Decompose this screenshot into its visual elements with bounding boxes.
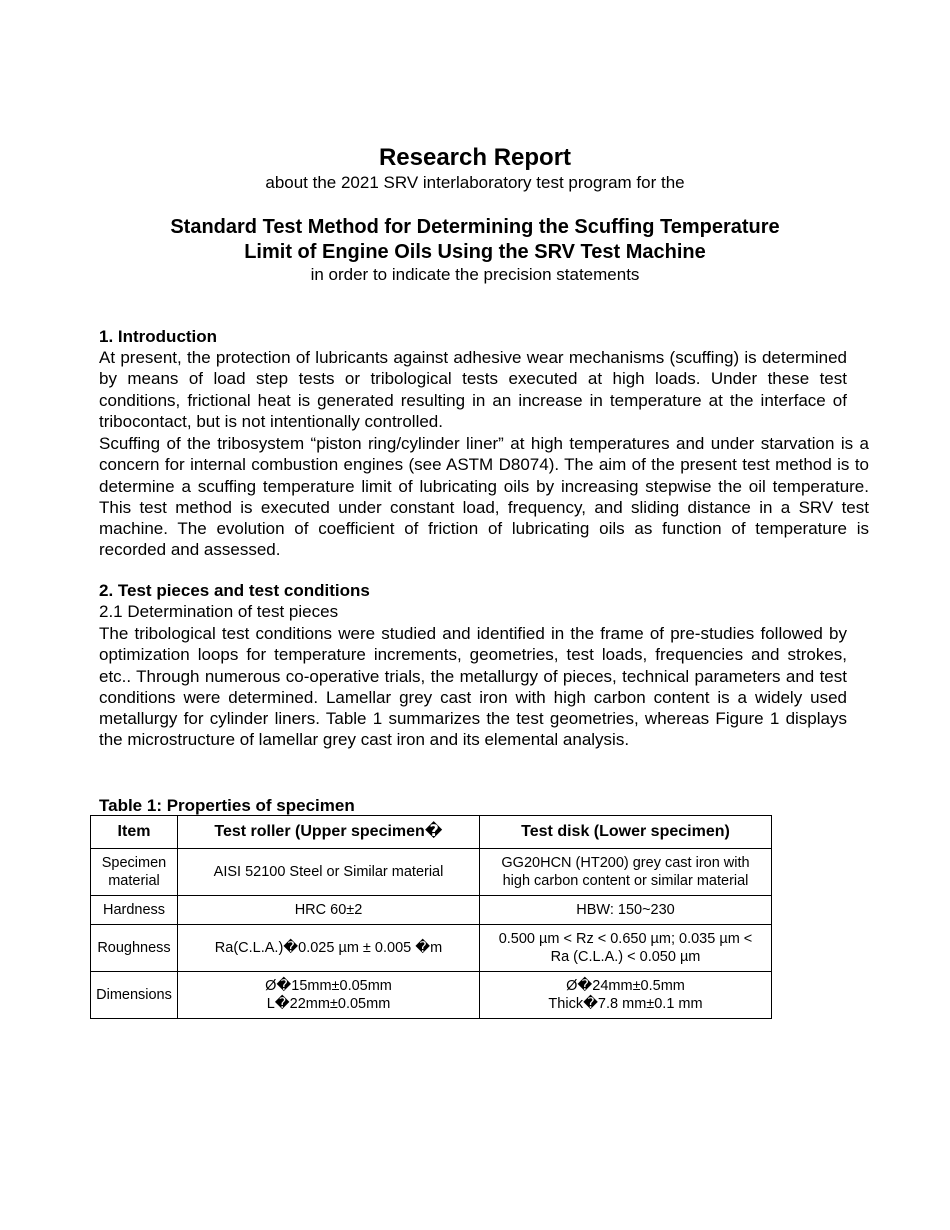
standard-title-line2: Limit of Engine Oils Using the SRV Test Machine	[244, 241, 706, 263]
cell-disk	[480, 849, 772, 896]
cell-disk-line1: Ø�24mm±0.5mm	[566, 978, 685, 994]
cell-disk	[480, 925, 772, 972]
cell-disk-line2: Ra (C.L.A.) < 0.050 µm	[550, 949, 701, 965]
cell-item: Roughness	[91, 925, 178, 972]
cell-item: Specimen material	[91, 849, 178, 896]
cell-disk-line2: high carbon content or similar material	[502, 873, 749, 889]
cell-disk	[480, 972, 772, 1019]
cell-roller: AISI 52100 Steel or Similar material	[178, 849, 480, 896]
section1-heading: 1. Introduction	[99, 327, 218, 346]
section2-paragraph	[99, 623, 847, 751]
header-item: Item	[91, 816, 178, 849]
section2-paragraph-text: The tribological test conditions were studied and identified in the frame of pre-studies followed by optimization loops for temperature increments, geometries, test loads, frequencies and strokes, etc.. Through numerous co-operative trials, the metallurgy of pieces, technical parameters and test conditions were determined. Lamellar grey cast iron with high carbon content is a widely used metallurgy for cylinder liners. Table 1 summarizes the test geometries, whereas Figure 1 displays the microstructure of lamellar grey cast iron and its elemental analysis.	[99, 624, 847, 750]
cell-disk-line2: Thick�7.8 mm±0.1 mm	[548, 996, 703, 1012]
table-header-row	[91, 816, 772, 849]
section1-paragraph2	[99, 433, 869, 561]
cell-disk-line1: GG20HCN (HT200) grey cast iron with	[501, 855, 750, 871]
cell-disk: HBW: 150~230	[480, 896, 772, 925]
table-caption: Table 1: Properties of specimen	[99, 796, 355, 815]
specimen-properties-table	[90, 815, 772, 1019]
section2-subheading: 2.1 Determination of test pieces	[99, 602, 339, 621]
cell-roller	[178, 972, 480, 1019]
table-row	[91, 972, 772, 1019]
cell-item: Dimensions	[91, 972, 178, 1019]
section1-paragraph1	[99, 347, 847, 432]
header-test-roller: Test roller (Upper specimen�	[178, 816, 480, 849]
standard-title-line1: Standard Test Method for Determining the Scuffing Temperature	[170, 216, 780, 238]
cell-roller-line2: L�22mm±0.05mm	[266, 996, 391, 1012]
cell-roller-line1: Ø�15mm±0.05mm	[265, 978, 392, 994]
header-test-disk: Test disk (Lower specimen)	[480, 816, 772, 849]
table-row	[91, 849, 772, 896]
cell-disk-line1: 0.500 µm < Rz < 0.650 µm; 0.035 µm <	[498, 931, 753, 947]
section2-heading: 2. Test pieces and test conditions	[99, 581, 370, 600]
section1-paragraph2-text: Scuffing of the tribosystem “piston ring/cylinder liner” at high temperatures and under starvation is a concern for internal combustion engines (see ASTM D8074). The aim of the present test method is to determine a scuffing temperature limit of lubricating oils by increasing stepwise the oil temperature. This test method is executed under constant load, frequency, and sliding distance in a SRV test machine. The evolution of coefficient of friction of lubricating oils as function of temperature is recorded and assessed.	[99, 434, 869, 560]
table-row	[91, 896, 772, 925]
report-subtitle: about the 2021 SRV interlaboratory test program for the	[265, 173, 685, 192]
cell-roller: HRC 60±2	[178, 896, 480, 925]
section1-paragraph1-text: At present, the protection of lubricants against adhesive wear mechanisms (scuffing) is determined by means of load step tests or tribological tests executed at high loads. Under these test conditions, frictional heat is generated resulting in an increase in temperature at the interface of tribocontact, but is not intentionally controlled.	[99, 348, 847, 431]
report-purpose: in order to indicate the precision statements	[310, 265, 640, 284]
table-row	[91, 925, 772, 972]
report-title: Research Report	[378, 144, 572, 171]
cell-item: Hardness	[91, 896, 178, 925]
cell-roller: Ra(C.L.A.)�0.025 µm ± 0.005 �m	[178, 925, 480, 972]
